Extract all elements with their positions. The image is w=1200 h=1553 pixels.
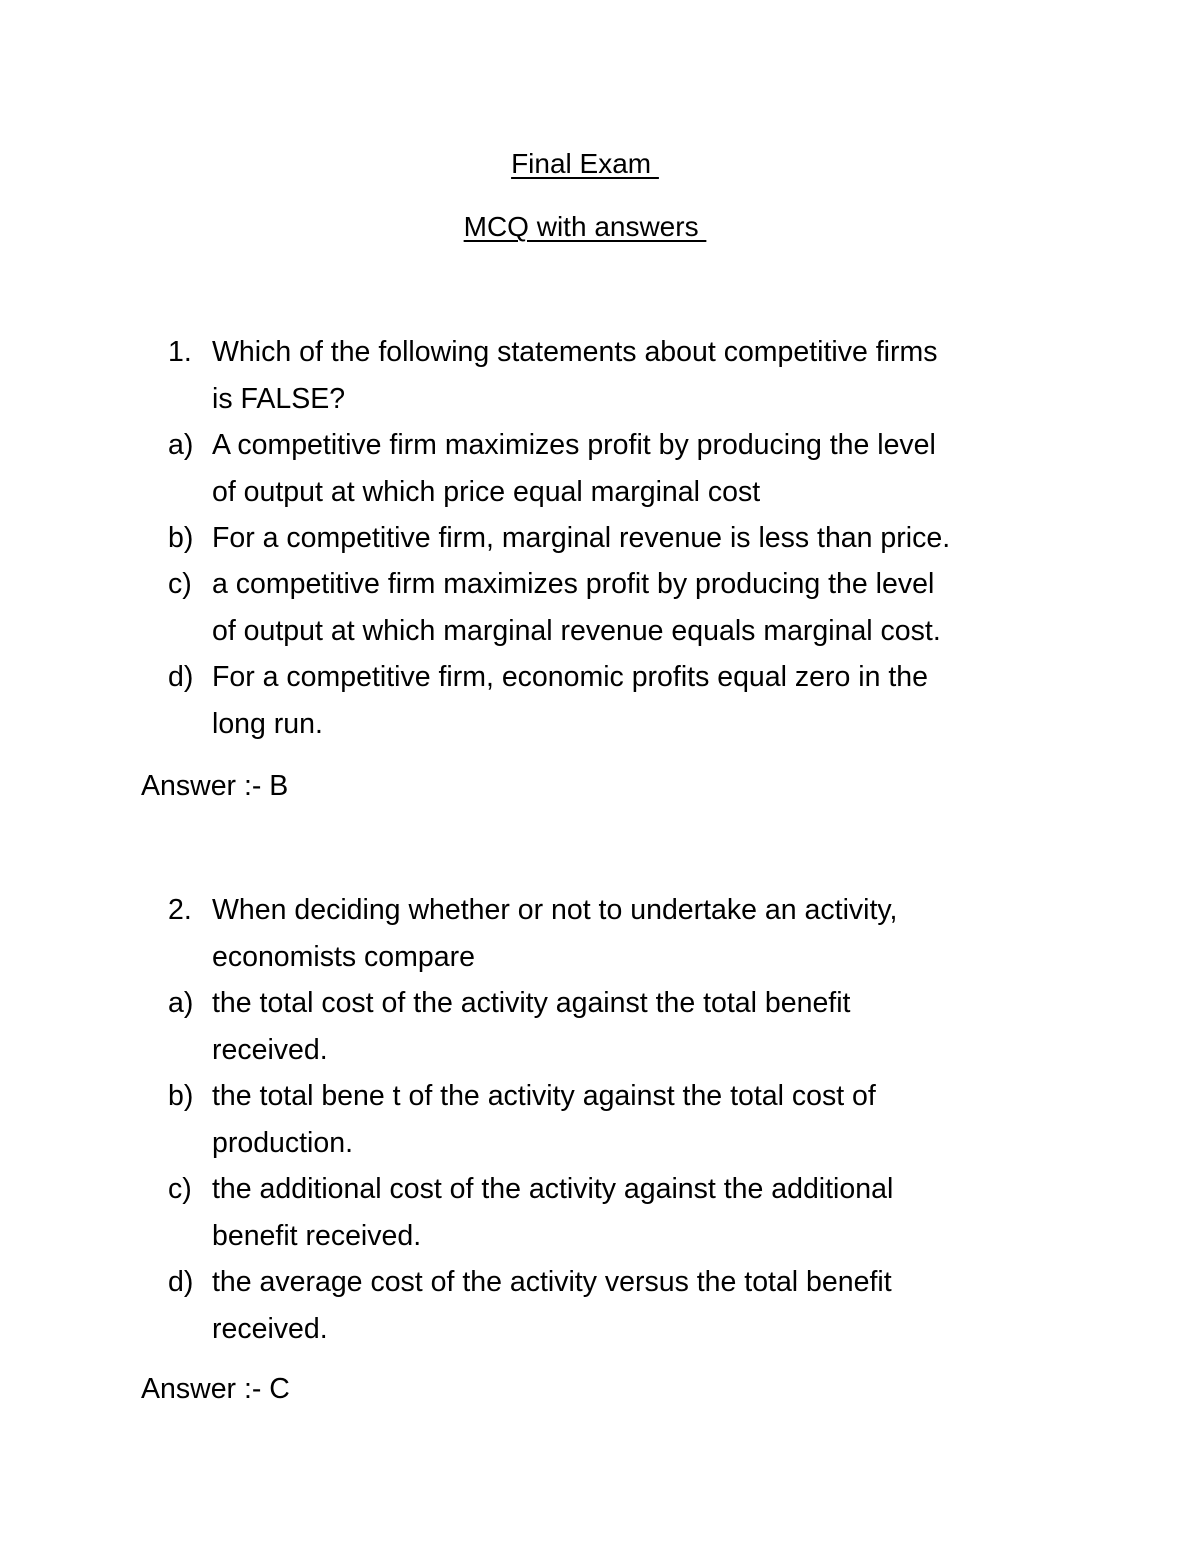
question-2-stem <box>168 887 1068 980</box>
option-letter: d) <box>168 1266 194 1298</box>
question-text: When deciding whether or not to undertake an activity, economists compare <box>212 894 898 973</box>
option-letter: b) <box>168 1080 194 1112</box>
option-text: the additional cost of the activity against the additional benefit received. <box>212 1173 894 1252</box>
question-number: 1. <box>168 336 192 368</box>
question-2-option-c <box>168 1166 1068 1259</box>
page-title: Final Exam <box>511 148 659 179</box>
question-1-option-d <box>168 654 1068 747</box>
option-letter: c) <box>168 1173 192 1205</box>
option-letter: c) <box>168 568 192 600</box>
question-text: Which of the following statements about competitive firms is FALSE? <box>212 336 938 415</box>
question-2-answer: Answer :- C <box>141 1373 290 1405</box>
option-letter: d) <box>168 661 194 693</box>
option-letter: b) <box>168 522 194 554</box>
question-1-option-b <box>168 515 1068 562</box>
option-text: For a competitive firm, marginal revenue is less than price. <box>212 522 951 554</box>
question-1-answer: Answer :- B <box>141 770 289 802</box>
question-1-stem <box>168 329 1068 422</box>
question-2-option-d <box>168 1259 1068 1352</box>
page-subtitle: MCQ with answers <box>463 211 707 242</box>
option-text: the average cost of the activity versus the total benefit received. <box>212 1266 892 1345</box>
option-text: the total cost of the activity against the total benefit received. <box>212 987 851 1066</box>
option-text: For a competitive firm, economic profits equal zero in the long run. <box>212 661 928 740</box>
question-1-option-c <box>168 561 1068 654</box>
option-letter: a) <box>168 987 194 1019</box>
question-1-option-a <box>168 422 1068 515</box>
question-number: 2. <box>168 894 192 926</box>
option-letter: a) <box>168 429 194 461</box>
option-text: A competitive firm maximizes profit by producing the level of output at which price equal marginal cost <box>212 429 936 508</box>
option-text: the total bene t of the activity against the total cost of production. <box>212 1080 876 1159</box>
option-text: a competitive firm maximizes profit by producing the level of output at which marginal revenue equals marginal cost. <box>212 568 941 647</box>
question-2-option-a <box>168 980 1068 1073</box>
question-2-option-b <box>168 1073 1068 1166</box>
